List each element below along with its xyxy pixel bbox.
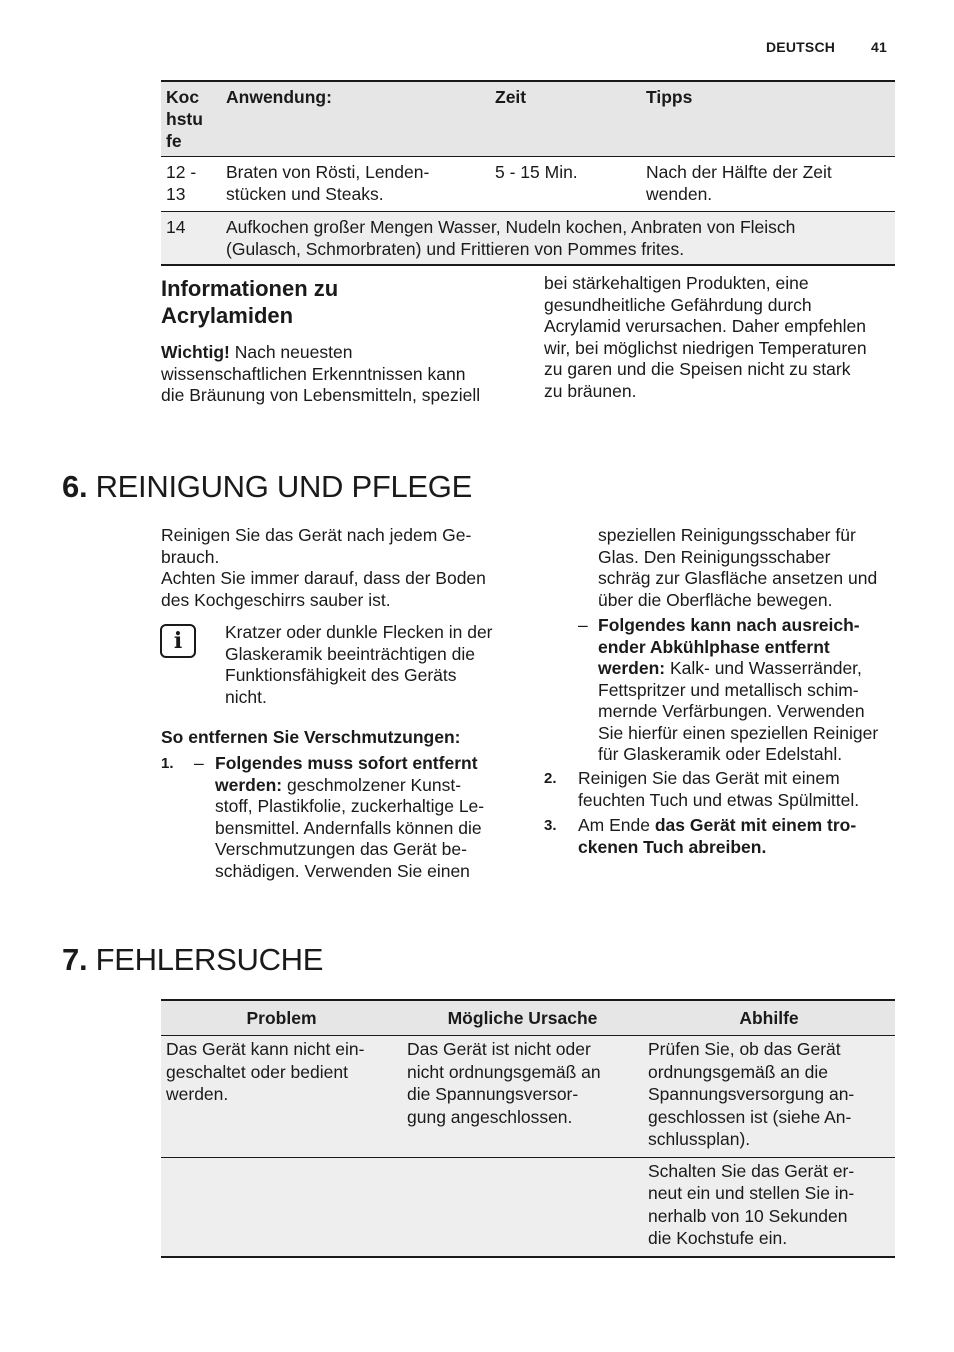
acrylamide-text-left <box>161 342 511 407</box>
cooking-level-table <box>161 80 895 266</box>
table-row <box>161 157 895 212</box>
step-1-continued: speziellen Reinigungsschaber für Glas. Den Reinigungsschaber schräg zur Glasfläche ansetzen und über die Oberfläche bewegen. <box>598 525 878 610</box>
cleaning-intro: Reinigen Sie das Gerät nach jedem Ge- brauch. Achten Sie immer darauf, dass der Boden des Kochgeschirrs sauber ist. <box>161 525 486 610</box>
column-header-time: Zeit <box>495 87 527 107</box>
cell-time: 5 - 15 Min. <box>490 157 641 212</box>
table-row <box>161 212 895 266</box>
info-icon: i <box>160 624 196 658</box>
section-6-title <box>62 469 472 505</box>
section-6-number: 6. <box>62 469 88 504</box>
cell-remedy: Schalten Sie das Gerät er- neut ein und stellen Sie in- nerhalb von 10 Sekunden die Kochstufe ein. <box>643 1157 895 1257</box>
table-header-row <box>161 1000 895 1036</box>
cleaning-subheading: So entfernen Sie Verschmutzungen: <box>161 727 461 747</box>
cell-level: 14 <box>161 212 221 266</box>
important-label: Wichtig! <box>161 342 230 362</box>
cell-cause <box>402 1157 643 1257</box>
step-1b-bold: Folgendes kann nach ausreich- ender Abkühlphase entfernt werden: <box>598 615 860 678</box>
section-7-number: 7. <box>62 942 88 977</box>
cell-level: 12 - 13 <box>161 157 221 212</box>
acrylamide-text-right: bei stärkehaltigen Produkten, eine gesundheitliche Gefährdung durch Acrylamid verursachen. Daher empfehlen wir, bei möglichst niedrigen Temperaturen zu garen und die Speisen nicht zu stark zu bräunen. <box>544 273 867 401</box>
step-1-detail: geschmolzener Kunst- stoff, Plastikfolie, zuckerhaltige Le- bensmittel. Andernfalls können die Verschmutzungen das Gerät be- schädigen. Verwenden Sie einen <box>215 774 485 881</box>
step-1-bold: Folgendes muss sofort entfernt werden: <box>215 753 478 795</box>
column-header-use: Anwendung: <box>226 87 332 107</box>
cell-problem: Das Gerät kann nicht ein- geschaltet oder bedient werden. <box>161 1036 402 1158</box>
step-1-text <box>215 753 525 882</box>
step-1b-text <box>598 615 908 766</box>
column-header-cause: Mögliche Ursache <box>447 1007 598 1028</box>
column-header-level: Koc hstu fe <box>166 87 203 151</box>
info-note: Kratzer oder dunkle Flecken in der Glaskeramik beeinträchtigen die Funktionsfähigkeit des Geräts nicht. <box>225 622 493 707</box>
column-header-remedy: Abhilfe <box>739 1007 799 1028</box>
step-1-number: 1. <box>161 755 174 772</box>
troubleshooting-table <box>161 999 895 1258</box>
step-3-text <box>578 815 908 858</box>
section-7-title <box>62 942 323 978</box>
step-3-detail: Am Ende <box>578 815 655 835</box>
page-number: 41 <box>871 39 887 55</box>
step-1b-dash: – <box>578 615 588 635</box>
acrylamide-heading: Informationen zu Acrylamiden <box>161 276 339 328</box>
step-3-number: 3. <box>544 817 557 834</box>
cell-use: Braten von Rösti, Lenden- stücken und Steaks. <box>221 157 490 212</box>
acrylamide-paragraph-left: Nach neuesten wissenschaftlichen Erkenntnissen kann die Bräunung von Lebensmitteln, speziell <box>161 342 481 405</box>
cell-tips: Nach der Hälfte der Zeit wenden. <box>641 157 895 212</box>
step-1b-detail: Kalk- und Wasserränder, Fettspritzer und metallisch schim- mernde Verfärbungen. Verwenden Sie hierfür einen speziellen Reiniger für Glaskeramik oder Edelstahl. <box>598 658 879 764</box>
step-2-number: 2. <box>544 770 557 787</box>
step-1-dash: – <box>194 753 204 773</box>
cell-cause: Das Gerät ist nicht oder nicht ordnungsgemäß an die Spannungsversor- gung angeschlossen. <box>402 1036 643 1158</box>
cell-remedy: Prüfen Sie, ob das Gerät ordnungsgemäß an die Spannungsversorgung an- geschlossen ist (siehe An- schlussplan). <box>643 1036 895 1158</box>
table-row <box>161 1157 895 1257</box>
cell-problem <box>161 1157 402 1257</box>
table-row <box>161 1036 895 1158</box>
cell-use: Aufkochen großer Mengen Wasser, Nudeln kochen, Anbraten von Fleisch (Gulasch, Schmorbraten) und Frittieren von Pommes frites. <box>221 212 895 266</box>
header-language: DEUTSCH <box>766 39 836 55</box>
step-3-bold: das Gerät mit einem tro- ckenen Tuch abreiben. <box>578 815 857 857</box>
step-2-text: Reinigen Sie das Gerät mit einem feuchten Tuch und etwas Spülmittel. <box>578 768 860 810</box>
table-header-row <box>161 81 895 157</box>
column-header-tips: Tipps <box>646 87 693 107</box>
section-6-heading: REINIGUNG UND PFLEGE <box>95 469 472 504</box>
column-header-problem: Problem <box>246 1007 317 1028</box>
section-7-heading: FEHLERSUCHE <box>95 942 324 977</box>
